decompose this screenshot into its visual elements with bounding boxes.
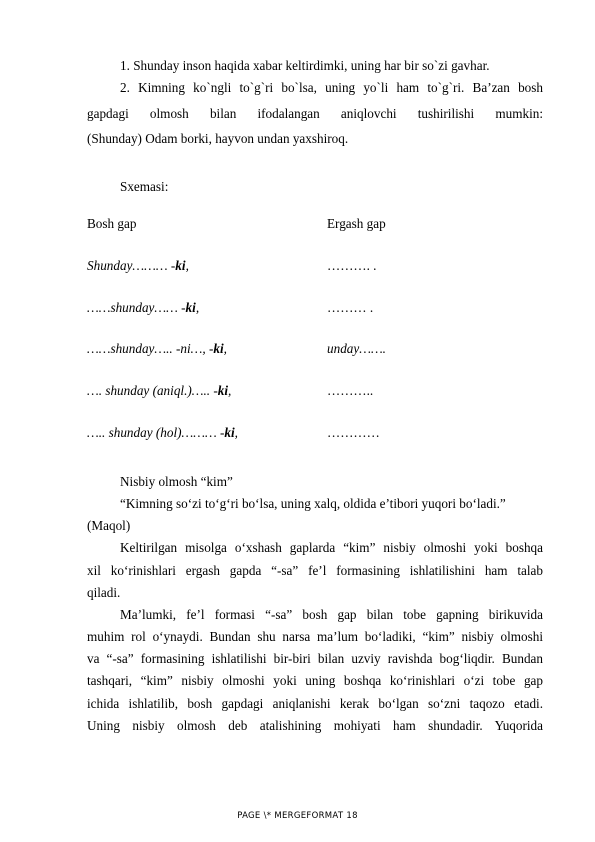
schema-head-main: Bosh gap — [87, 216, 137, 231]
main-clause-text: …. shunday (aniql.)….. - — [87, 383, 218, 398]
schema-row-main — [87, 425, 238, 441]
schema-title: Sxemasi: — [120, 179, 169, 194]
main-clause-text: Shunday……… - — [87, 258, 176, 273]
comma: , — [234, 425, 238, 440]
ki-suffix: ki — [175, 258, 186, 273]
schema-row-main — [87, 258, 189, 274]
schema-row-sub: ………… — [327, 425, 380, 440]
main-clause-text: ……shunday…… - — [87, 300, 186, 315]
schema-row-main — [87, 300, 199, 316]
comma: , — [223, 341, 227, 356]
main-clause-text: ….. shunday (hol)……… - — [87, 425, 225, 440]
paragraph-line: 2. Kimning ko`ngli to`g`ri bo`lsa, uning yo`li ham to`g`ri. Ba’zan bosh — [120, 80, 543, 95]
paragraph-line: (Shunday) Odam borki, hayvon undan yaxshiroq. — [87, 131, 349, 146]
schema-row-main — [87, 383, 231, 399]
comma: , — [228, 383, 232, 398]
quote-line: (Maqol) — [87, 518, 131, 533]
ki-suffix: ki — [213, 341, 224, 356]
paragraph-line: tashqari, “kim” nisbiy olmoshi yoki uning boshqa ko‘rinishlari o‘zi tobe gap — [87, 673, 543, 688]
schema-row-sub: ……….. — [327, 383, 374, 398]
ki-suffix: ki — [224, 425, 235, 440]
paragraph-line: xil ko‘rinishlari ergash gapda “-sa” fe’l formasining ishlatilishini ham talab — [87, 563, 543, 578]
paragraph-line: Uning nisbiy olmosh deb atalishining mohiyati ham shundadir. Yuqorida — [87, 718, 543, 733]
comma: , — [195, 300, 200, 315]
paragraph-line: ichida ishlatilib, bosh gapdagi aniqlanishi kerak bo‘lgan so‘zni taqozo etadi. — [87, 696, 543, 711]
ki-suffix: ki — [217, 383, 229, 398]
paragraph-1: 1. Shunday inson haqida xabar keltirdimki, uning har bir so`zi gavhar. — [120, 58, 490, 73]
schema-row-sub: ………. . — [327, 258, 377, 273]
quote-line: “Kimning so‘zi to‘g‘ri bo‘lsa, uning xalq, oldida e’tibori yuqori bo‘ladi.” — [120, 496, 506, 511]
paragraph-line: Keltirilgan misolga o‘xshash gaplarda “kim” nisbiy olmoshi yoki boshqa — [120, 540, 543, 555]
schema-row-main — [87, 341, 227, 357]
schema-head-sub: Ergash gap — [327, 216, 386, 231]
section-title: Nisbiy olmosh “kim” — [120, 474, 233, 489]
paragraph-line: qiladi. — [87, 585, 121, 600]
page-footer: PAGE \* MERGEFORMAT 18 — [237, 811, 358, 821]
paragraph-line: gapdagi olmosh bilan ifodalangan aniqlovchi tushirilishi mumkin: — [87, 106, 543, 121]
schema-row-sub: unday……. — [327, 341, 386, 356]
paragraph-line: Ma’lumki, fe’l formasi “-sa” bosh gap bilan tobe gapning birikuvida — [120, 607, 543, 622]
paragraph-line: muhim rol o‘ynaydi. Bundan shu narsa ma’lum bo‘ladiki, “kim” nisbiy olmoshi — [87, 629, 543, 644]
main-clause-text: ……shunday….. -ni…, - — [87, 341, 214, 356]
schema-row-sub: ……… . — [327, 300, 374, 315]
paragraph-line: va “-sa” formasining ishlatilishi bir-biri bilan uzviy ravishda bog‘liqdir. Bundan — [87, 651, 543, 666]
ki-suffix: ki — [185, 300, 196, 315]
comma: , — [185, 258, 189, 273]
